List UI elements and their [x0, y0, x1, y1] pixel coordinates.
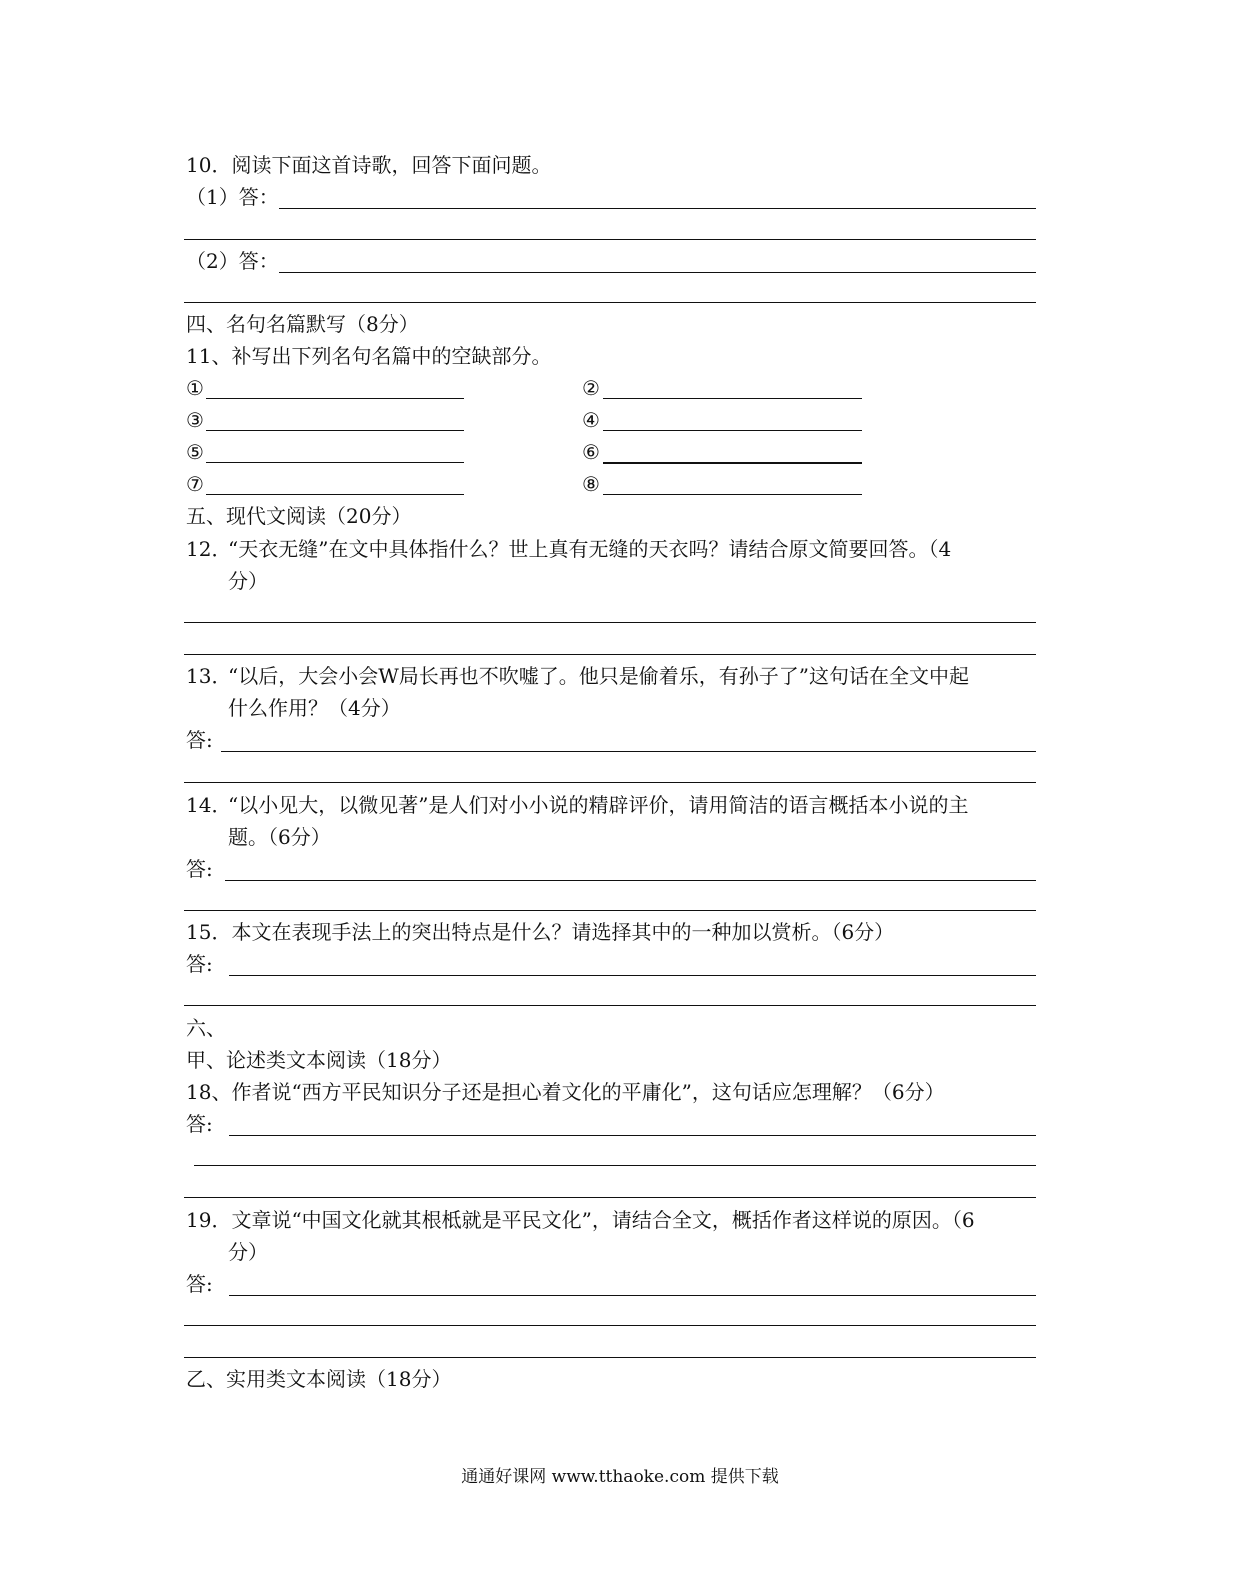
answer-line-15b[interactable] [184, 1005, 1036, 1006]
blank-line-2[interactable] [603, 398, 862, 399]
blank-mark-3: ③ [186, 408, 204, 432]
answer-line-19[interactable] [229, 1275, 1036, 1296]
part-a-heading: 甲、论述类文本阅读（18分） [186, 1048, 452, 1072]
blank-mark-6: ⑥ [582, 440, 600, 464]
blank-line-6[interactable] [603, 462, 862, 464]
blank-line-8[interactable] [603, 494, 862, 495]
blank-line-3[interactable] [206, 430, 464, 431]
answer-row-14 [186, 857, 1036, 881]
answer-line-13[interactable] [221, 731, 1036, 752]
blank-line-4[interactable] [603, 430, 862, 431]
blank-mark-2: ② [582, 376, 600, 400]
page-footer: 通通好课网 www.tthaoke.com 提供下载 [461, 1467, 779, 1487]
part-b-heading: 乙、实用类文本阅读（18分） [186, 1367, 452, 1391]
answer-line-19b[interactable] [184, 1325, 1036, 1326]
question-18: 18、作者说“西方平民知识分子还是担心着文化的平庸化”，这句话应怎理解？（6分） [186, 1080, 945, 1104]
answer-line-1b[interactable] [184, 239, 1036, 240]
blank-line-1[interactable] [206, 398, 464, 399]
blank-mark-5: ⑤ [186, 440, 204, 464]
section-4-heading: 四、名句名篇默写（8分） [186, 312, 419, 336]
answer-label-2: （2）答： [186, 249, 279, 273]
answer-row-1 [186, 185, 1036, 209]
answer-line-15[interactable] [229, 955, 1036, 976]
question-12-line-2: 分） [228, 569, 268, 593]
answer-label-15: 答: [186, 952, 213, 976]
question-10: 10．阅读下面这首诗歌，回答下面问题。 [186, 153, 552, 177]
blank-mark-8: ⑧ [582, 472, 600, 496]
answer-line-13b[interactable] [184, 782, 1036, 783]
question-14-number: 14． [186, 793, 232, 817]
question-13-line-1: “以后，大会小会W局长再也不吹嘘了。他只是偷着乐，有孙子了”这句话在全文中起 [228, 664, 970, 688]
answer-line-14[interactable] [225, 860, 1036, 881]
answer-line-18[interactable] [229, 1115, 1036, 1136]
question-13-number: 13． [186, 664, 232, 688]
answer-line-14b[interactable] [184, 910, 1036, 911]
answer-line-18b[interactable] [194, 1165, 1036, 1166]
blank-line-7[interactable] [206, 494, 464, 495]
answer-row-2 [186, 249, 1036, 273]
answer-line-19c[interactable] [184, 1357, 1036, 1358]
answer-label-18: 答: [186, 1112, 213, 1136]
answer-line-1[interactable] [279, 188, 1036, 209]
blank-mark-7: ⑦ [186, 472, 204, 496]
question-19-line-1: 19．文章说“中国文化就其根柢就是平民文化”，请结合全文，概括作者这样说的原因。（6 [186, 1208, 975, 1232]
question-12-line-1: “天衣无缝”在文中具体指什么？世上真有无缝的天衣吗？请结合原文简要回答。（4 [228, 537, 952, 561]
answer-row-18 [186, 1112, 1036, 1136]
blank-line-5[interactable] [206, 462, 464, 463]
question-15: 15．本文在表现手法上的突出特点是什么？请选择其中的一种加以赏析。（6分） [186, 920, 895, 944]
answer-label-1: （1）答： [186, 185, 279, 209]
answer-line-12a[interactable] [184, 622, 1036, 623]
question-19-line-2: 分） [228, 1240, 268, 1264]
answer-row-13 [186, 728, 1036, 752]
question-14-line-2: 题。（6分） [228, 825, 331, 849]
question-13-line-2: 什么作用？（4分） [228, 696, 401, 720]
answer-line-2b[interactable] [184, 302, 1036, 303]
answer-label-19: 答: [186, 1272, 213, 1296]
answer-row-15 [186, 952, 1036, 976]
blank-mark-4: ④ [582, 408, 600, 432]
answer-label-13: 答: [186, 728, 213, 752]
section-5-heading: 五、现代文阅读（20分） [186, 504, 412, 528]
answer-line-12b[interactable] [184, 654, 1036, 655]
section-6-heading: 六、 [186, 1016, 226, 1040]
answer-row-19 [186, 1272, 1036, 1296]
question-12-number: 12． [186, 537, 232, 561]
answer-label-14: 答: [186, 857, 213, 881]
blank-mark-1: ① [186, 376, 204, 400]
question-14-line-1: “以小见大，以微见著”是人们对小小说的精辟评价，请用简洁的语言概括本小说的主 [228, 793, 969, 817]
question-11: 11、补写出下列名句名篇中的空缺部分。 [186, 344, 552, 368]
answer-line-18c[interactable] [184, 1197, 1036, 1198]
answer-line-2[interactable] [279, 252, 1036, 273]
